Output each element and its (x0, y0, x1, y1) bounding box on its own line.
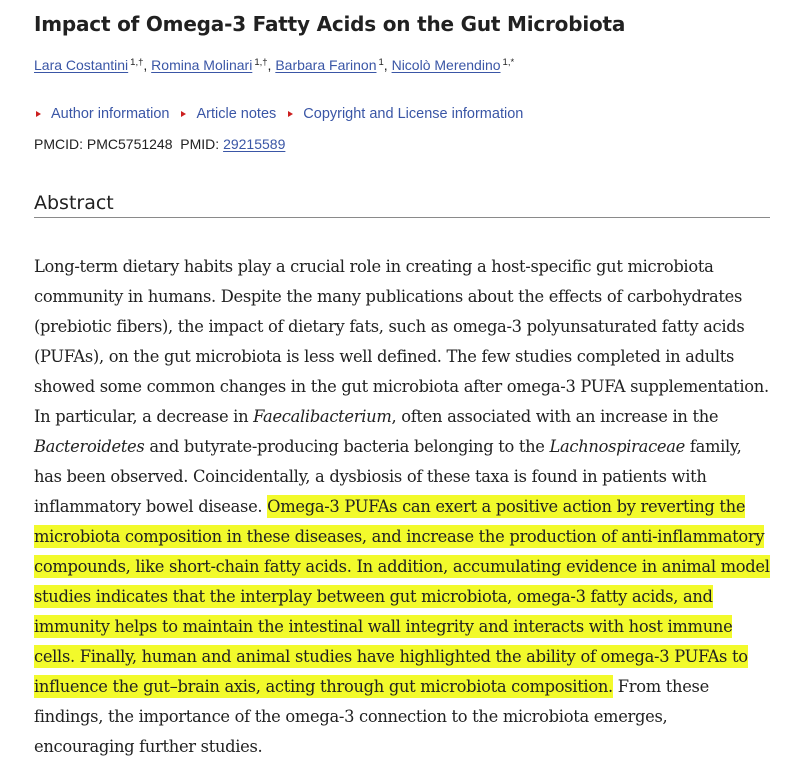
author-affiliation-marker: 1,† (254, 57, 268, 68)
author-separator: , (383, 57, 392, 73)
highlighted-passage[interactable]: Omega-3 PUFAs can exert a positive action by reverting the microbiota composition in these diseases, and increase the production of anti-inflammatory compounds, like short-chain fatty acids. In addition, accumulating evidence in animal model studies indicates that the interplay between gut microbiota, omega-3 fatty acids, and immunity helps to maintain the intestinal wall integrity and interacts with host immune cells. Finally, human and animal studies have highlighted the ability of omega-3 PUFAs to influence the gut–brain axis, acting through gut microbiota composition. (34, 497, 770, 696)
abstract-text: family, has been observed. Coincidentally, a dysbiosis of these taxa is found in patients with inflammatory bowel disease. (34, 437, 742, 516)
copyright-license-label: Copyright and License information (303, 106, 524, 122)
article-identifiers (34, 134, 285, 154)
author-list (34, 55, 514, 75)
article-info-toggles (34, 104, 533, 124)
pmid-link[interactable]: 29215589 (223, 136, 286, 152)
author-information-label: Author information (51, 106, 170, 122)
abstract-paragraph (34, 252, 770, 762)
taxon-name: Bacteroidetes (34, 437, 145, 456)
author-link-farinon[interactable]: Barbara Farinon (275, 57, 377, 73)
author-affiliation-marker: 1,* (502, 57, 515, 68)
author-link-costantini[interactable]: Lara Costantini (34, 57, 129, 73)
abstract-text: , often associated with an increase in the (391, 407, 719, 426)
copyright-license-toggle[interactable] (286, 104, 523, 124)
taxon-name: Faecalibacterium (253, 407, 392, 426)
author-affiliation-marker: 1,† (130, 57, 144, 68)
abstract-text: From these findings, the importance of the omega-3 connection to the microbiota emerges, encouraging further studies. (34, 677, 709, 756)
pmcid-text: PMCID: PMC5751248 (34, 136, 173, 152)
pmid-label: PMID: (180, 136, 220, 152)
abstract-heading: Abstract (34, 190, 770, 218)
author-separator: , (143, 57, 152, 73)
author-link-molinari[interactable]: Romina Molinari (151, 57, 253, 73)
triangle-right-icon (36, 111, 41, 117)
taxon-name: Lachnospiraceae (549, 437, 685, 456)
triangle-right-icon (288, 111, 293, 117)
abstract-text: and butyrate-producing bacteria belonging to the (144, 437, 550, 456)
author-affiliation-marker: 1 (378, 57, 384, 68)
article-notes-label: Article notes (196, 106, 277, 122)
author-information-toggle[interactable] (34, 104, 169, 124)
abstract-text: Long-term dietary habits play a crucial role in creating a host-specific gut microbiota community in humans. Despite the many publications about the effects of carbohydrates (prebiotic fibers), the impact of dietary fats, such as omega-3 polyunsaturated fatty acids (PUFAs), on the gut microbiota is less well defined. The few studies completed in adults showed some common changes in the gut microbiota after omega-3 PUFA supplementation. In particular, a decrease in (34, 257, 769, 426)
article-notes-toggle[interactable] (179, 104, 276, 124)
author-link-merendino[interactable]: Nicolò Merendino (391, 57, 501, 73)
triangle-right-icon (181, 111, 186, 117)
article-title: Impact of Omega-3 Fatty Acids on the Gut Microbiota (34, 12, 626, 36)
author-separator: , (267, 57, 276, 73)
